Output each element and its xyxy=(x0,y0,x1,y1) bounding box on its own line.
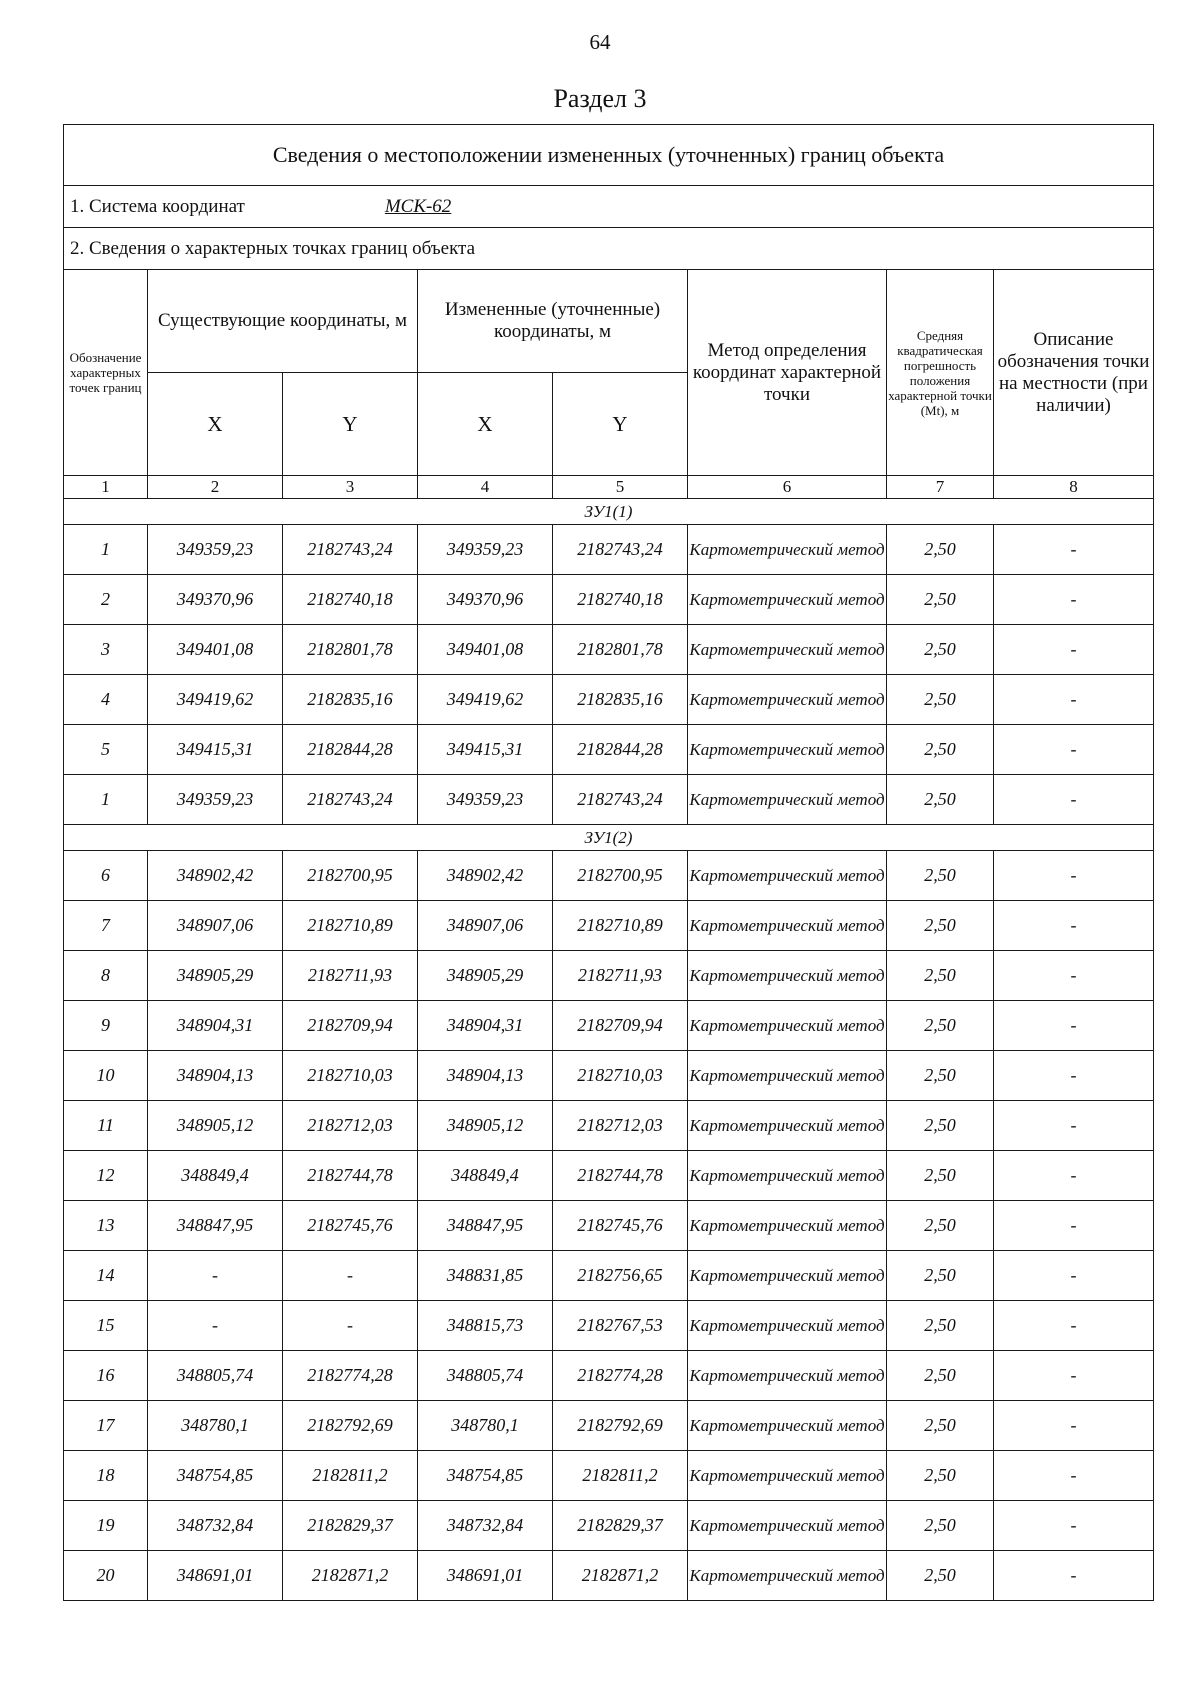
cell-point-number: 19 xyxy=(64,1501,148,1551)
cell-changed-y: 2182829,37 xyxy=(553,1501,688,1551)
cell-mean-error: 2,50 xyxy=(887,675,994,725)
column-number: 4 xyxy=(418,476,553,499)
cell-changed-x: 348907,06 xyxy=(418,901,553,951)
cell-changed-y: 2182743,24 xyxy=(553,775,688,825)
table-row xyxy=(64,1201,1154,1251)
cell-existing-x: 349415,31 xyxy=(148,725,283,775)
header-existing-y: Y xyxy=(283,373,418,476)
cell-method: Картометрический метод xyxy=(688,1001,887,1051)
cell-changed-x: 349401,08 xyxy=(418,625,553,675)
table-row xyxy=(64,1101,1154,1151)
cell-mean-error: 2,50 xyxy=(887,1301,994,1351)
cell-mean-error: 2,50 xyxy=(887,1551,994,1601)
cell-changed-x: 348902,42 xyxy=(418,851,553,901)
cell-description: - xyxy=(994,1451,1154,1501)
cell-mean-error: 2,50 xyxy=(887,1101,994,1151)
cell-method: Картометрический метод xyxy=(688,1501,887,1551)
cell-existing-x: 348691,01 xyxy=(148,1551,283,1601)
cell-existing-x: 349359,23 xyxy=(148,775,283,825)
cell-method: Картометрический метод xyxy=(688,951,887,1001)
cell-existing-y: 2182811,2 xyxy=(283,1451,418,1501)
table-row xyxy=(64,575,1154,625)
cell-existing-y: 2182744,78 xyxy=(283,1151,418,1201)
cell-changed-y: 2182871,2 xyxy=(553,1551,688,1601)
table-row xyxy=(64,1051,1154,1101)
section-title: Раздел 3 xyxy=(553,84,647,113)
cell-mean-error: 2,50 xyxy=(887,1251,994,1301)
cell-changed-x: 348732,84 xyxy=(418,1501,553,1551)
cell-method: Картометрический метод xyxy=(688,675,887,725)
table-row xyxy=(64,775,1154,825)
cell-point-number: 5 xyxy=(64,725,148,775)
column-number-row xyxy=(64,476,1154,499)
column-number: 8 xyxy=(994,476,1154,499)
cell-point-number: 7 xyxy=(64,901,148,951)
cell-existing-y: 2182774,28 xyxy=(283,1351,418,1401)
cell-changed-x: 349359,23 xyxy=(418,775,553,825)
cell-mean-error: 2,50 xyxy=(887,1051,994,1101)
column-number: 6 xyxy=(688,476,887,499)
cell-description: - xyxy=(994,1101,1154,1151)
cell-existing-x: - xyxy=(148,1251,283,1301)
group-name: ЗУ1(1) xyxy=(64,499,1154,525)
table-row xyxy=(64,525,1154,575)
cell-changed-x: 348754,85 xyxy=(418,1451,553,1501)
cell-existing-x: 348905,29 xyxy=(148,951,283,1001)
table-row xyxy=(64,901,1154,951)
cell-mean-error: 2,50 xyxy=(887,725,994,775)
cell-changed-y: 2182756,65 xyxy=(553,1251,688,1301)
cell-existing-y: 2182711,93 xyxy=(283,951,418,1001)
cell-existing-x: 348780,1 xyxy=(148,1401,283,1451)
cell-mean-error: 2,50 xyxy=(887,951,994,1001)
cell-existing-x: 348905,12 xyxy=(148,1101,283,1151)
cell-existing-x: 348849,4 xyxy=(148,1151,283,1201)
cell-changed-y: 2182811,2 xyxy=(553,1451,688,1501)
cell-changed-y: 2182744,78 xyxy=(553,1151,688,1201)
cell-description: - xyxy=(994,1151,1154,1201)
cell-description: - xyxy=(994,725,1154,775)
cell-changed-x: 348847,95 xyxy=(418,1201,553,1251)
cell-existing-y: - xyxy=(283,1251,418,1301)
table-row xyxy=(64,851,1154,901)
cell-description: - xyxy=(994,1501,1154,1551)
cell-mean-error: 2,50 xyxy=(887,575,994,625)
cell-point-number: 11 xyxy=(64,1101,148,1151)
cell-method: Картометрический метод xyxy=(688,1051,887,1101)
table-row xyxy=(64,1401,1154,1451)
cell-method: Картометрический метод xyxy=(688,901,887,951)
cell-existing-x: 348805,74 xyxy=(148,1351,283,1401)
cell-point-number: 1 xyxy=(64,525,148,575)
cell-method: Картометрический метод xyxy=(688,625,887,675)
cell-point-number: 15 xyxy=(64,1301,148,1351)
cell-description: - xyxy=(994,1001,1154,1051)
cell-point-number: 1 xyxy=(64,775,148,825)
cell-changed-x: 348780,1 xyxy=(418,1401,553,1451)
header-existing-coordinates: Существующие координаты, м xyxy=(148,270,418,373)
cell-existing-y: 2182801,78 xyxy=(283,625,418,675)
table-row xyxy=(64,1151,1154,1201)
cell-point-number: 6 xyxy=(64,851,148,901)
cell-description: - xyxy=(994,575,1154,625)
cell-point-number: 3 xyxy=(64,625,148,675)
cell-mean-error: 2,50 xyxy=(887,1001,994,1051)
cell-mean-error: 2,50 xyxy=(887,625,994,675)
cell-existing-y: 2182745,76 xyxy=(283,1201,418,1251)
cell-existing-x: - xyxy=(148,1301,283,1351)
cell-changed-y: 2182835,16 xyxy=(553,675,688,725)
cell-point-number: 20 xyxy=(64,1551,148,1601)
cell-changed-y: 2182801,78 xyxy=(553,625,688,675)
cell-existing-y: 2182835,16 xyxy=(283,675,418,725)
table-row xyxy=(64,951,1154,1001)
header-description: Описание обозначения точки на местности (при наличии) xyxy=(994,270,1154,476)
column-number: 3 xyxy=(283,476,418,499)
column-number: 2 xyxy=(148,476,283,499)
cell-existing-y: - xyxy=(283,1301,418,1351)
cell-changed-y: 2182767,53 xyxy=(553,1301,688,1351)
cell-method: Картометрический метод xyxy=(688,775,887,825)
table-row xyxy=(64,1451,1154,1501)
table-row xyxy=(64,625,1154,675)
coordinate-system-row xyxy=(64,186,1154,228)
cell-point-number: 13 xyxy=(64,1201,148,1251)
header-existing-x: X xyxy=(148,373,283,476)
cell-point-number: 16 xyxy=(64,1351,148,1401)
cell-existing-y: 2182743,24 xyxy=(283,775,418,825)
page-number: 64 xyxy=(589,30,611,54)
cell-changed-x: 349370,96 xyxy=(418,575,553,625)
cell-point-number: 14 xyxy=(64,1251,148,1301)
cell-changed-x: 348805,74 xyxy=(418,1351,553,1401)
cell-mean-error: 2,50 xyxy=(887,775,994,825)
cell-point-number: 8 xyxy=(64,951,148,1001)
table-title: Сведения о местоположении измененных (уточненных) границ объекта xyxy=(64,125,1154,186)
cell-point-number: 4 xyxy=(64,675,148,725)
cell-method: Картометрический метод xyxy=(688,1201,887,1251)
group-name: ЗУ1(2) xyxy=(64,825,1154,851)
cell-existing-x: 348732,84 xyxy=(148,1501,283,1551)
cell-point-number: 10 xyxy=(64,1051,148,1101)
header-changed-coordinates: Измененные (уточненные) координаты, м xyxy=(418,270,688,373)
cell-description: - xyxy=(994,951,1154,1001)
column-number: 7 xyxy=(887,476,994,499)
cell-method: Картометрический метод xyxy=(688,1101,887,1151)
header-method: Метод определения координат характерной точки xyxy=(688,270,887,476)
cell-existing-y: 2182700,95 xyxy=(283,851,418,901)
cell-changed-x: 348849,4 xyxy=(418,1151,553,1201)
cell-existing-x: 349401,08 xyxy=(148,625,283,675)
cell-mean-error: 2,50 xyxy=(887,1151,994,1201)
cell-changed-x: 348905,12 xyxy=(418,1101,553,1151)
cell-mean-error: 2,50 xyxy=(887,1351,994,1401)
cell-point-number: 9 xyxy=(64,1001,148,1051)
cell-description: - xyxy=(994,625,1154,675)
cell-method: Картометрический метод xyxy=(688,1401,887,1451)
cell-changed-y: 2182844,28 xyxy=(553,725,688,775)
cell-mean-error: 2,50 xyxy=(887,525,994,575)
cell-changed-y: 2182745,76 xyxy=(553,1201,688,1251)
cell-description: - xyxy=(994,1051,1154,1101)
cell-method: Картометрический метод xyxy=(688,1351,887,1401)
cell-changed-y: 2182710,89 xyxy=(553,901,688,951)
group-row xyxy=(64,825,1154,851)
header-designation: Обозначение характерных точек границ xyxy=(64,270,148,476)
points-section-label: 2. Сведения о характерных точках границ объекта xyxy=(64,228,1154,270)
cell-existing-x: 348907,06 xyxy=(148,901,283,951)
cell-mean-error: 2,50 xyxy=(887,1501,994,1551)
cell-method: Картометрический метод xyxy=(688,1551,887,1601)
cell-method: Картометрический метод xyxy=(688,1301,887,1351)
cell-description: - xyxy=(994,1551,1154,1601)
cell-changed-x: 349359,23 xyxy=(418,525,553,575)
cell-description: - xyxy=(994,1401,1154,1451)
header-changed-x: X xyxy=(418,373,553,476)
cell-changed-y: 2182792,69 xyxy=(553,1401,688,1451)
table-row xyxy=(64,1001,1154,1051)
cell-method: Картометрический метод xyxy=(688,1151,887,1201)
cell-existing-x: 349419,62 xyxy=(148,675,283,725)
cell-method: Картометрический метод xyxy=(688,725,887,775)
table-row xyxy=(64,1501,1154,1551)
cell-existing-y: 2182710,89 xyxy=(283,901,418,951)
cell-mean-error: 2,50 xyxy=(887,901,994,951)
column-number: 5 xyxy=(553,476,688,499)
cell-description: - xyxy=(994,901,1154,951)
cell-existing-y: 2182829,37 xyxy=(283,1501,418,1551)
cell-point-number: 18 xyxy=(64,1451,148,1501)
cell-description: - xyxy=(994,775,1154,825)
cell-changed-x: 349419,62 xyxy=(418,675,553,725)
cell-point-number: 12 xyxy=(64,1151,148,1201)
cell-changed-y: 2182711,93 xyxy=(553,951,688,1001)
cell-method: Картометрический метод xyxy=(688,1451,887,1501)
cell-description: - xyxy=(994,1251,1154,1301)
cell-mean-error: 2,50 xyxy=(887,1451,994,1501)
cell-changed-x: 348905,29 xyxy=(418,951,553,1001)
cell-description: - xyxy=(994,1201,1154,1251)
table-row xyxy=(64,1251,1154,1301)
cell-mean-error: 2,50 xyxy=(887,1401,994,1451)
cell-changed-y: 2182700,95 xyxy=(553,851,688,901)
cell-changed-x: 348904,31 xyxy=(418,1001,553,1051)
cell-changed-x: 348815,73 xyxy=(418,1301,553,1351)
cell-changed-y: 2182774,28 xyxy=(553,1351,688,1401)
coordinate-system-label: 1. Система координат xyxy=(70,195,245,217)
column-number: 1 xyxy=(64,476,148,499)
cell-method: Картометрический метод xyxy=(688,1251,887,1301)
cell-changed-x: 349415,31 xyxy=(418,725,553,775)
header-changed-y: Y xyxy=(553,373,688,476)
cell-existing-x: 348754,85 xyxy=(148,1451,283,1501)
cell-mean-error: 2,50 xyxy=(887,851,994,901)
cell-existing-x: 349370,96 xyxy=(148,575,283,625)
cell-changed-y: 2182740,18 xyxy=(553,575,688,625)
cell-method: Картометрический метод xyxy=(688,575,887,625)
cell-existing-y: 2182740,18 xyxy=(283,575,418,625)
cell-existing-x: 348847,95 xyxy=(148,1201,283,1251)
cell-changed-y: 2182709,94 xyxy=(553,1001,688,1051)
table-row xyxy=(64,1551,1154,1601)
cell-method: Картометрический метод xyxy=(688,851,887,901)
cell-existing-y: 2182792,69 xyxy=(283,1401,418,1451)
cell-description: - xyxy=(994,1301,1154,1351)
cell-existing-y: 2182709,94 xyxy=(283,1001,418,1051)
cell-mean-error: 2,50 xyxy=(887,1201,994,1251)
cell-changed-y: 2182743,24 xyxy=(553,525,688,575)
table-row xyxy=(64,1301,1154,1351)
cell-description: - xyxy=(994,851,1154,901)
cell-description: - xyxy=(994,675,1154,725)
cell-description: - xyxy=(994,1351,1154,1401)
cell-existing-y: 2182871,2 xyxy=(283,1551,418,1601)
cell-existing-x: 348902,42 xyxy=(148,851,283,901)
header-mean-error: Средняя квадратическая погрешность положения характерной точки (Mt), м xyxy=(887,270,994,476)
cell-existing-x: 348904,31 xyxy=(148,1001,283,1051)
table-row xyxy=(64,725,1154,775)
boundary-points-table xyxy=(63,124,1154,1601)
cell-changed-x: 348904,13 xyxy=(418,1051,553,1101)
cell-changed-y: 2182712,03 xyxy=(553,1101,688,1151)
cell-point-number: 2 xyxy=(64,575,148,625)
cell-existing-x: 348904,13 xyxy=(148,1051,283,1101)
cell-method: Картометрический метод xyxy=(688,525,887,575)
cell-changed-x: 348831,85 xyxy=(418,1251,553,1301)
group-row xyxy=(64,499,1154,525)
table-row xyxy=(64,1351,1154,1401)
cell-changed-y: 2182710,03 xyxy=(553,1051,688,1101)
cell-existing-y: 2182743,24 xyxy=(283,525,418,575)
cell-description: - xyxy=(994,525,1154,575)
coordinate-system-value: МСК-62 xyxy=(384,195,452,217)
cell-existing-x: 349359,23 xyxy=(148,525,283,575)
cell-existing-y: 2182844,28 xyxy=(283,725,418,775)
cell-changed-x: 348691,01 xyxy=(418,1551,553,1601)
table-row xyxy=(64,675,1154,725)
cell-point-number: 17 xyxy=(64,1401,148,1451)
cell-existing-y: 2182710,03 xyxy=(283,1051,418,1101)
cell-existing-y: 2182712,03 xyxy=(283,1101,418,1151)
